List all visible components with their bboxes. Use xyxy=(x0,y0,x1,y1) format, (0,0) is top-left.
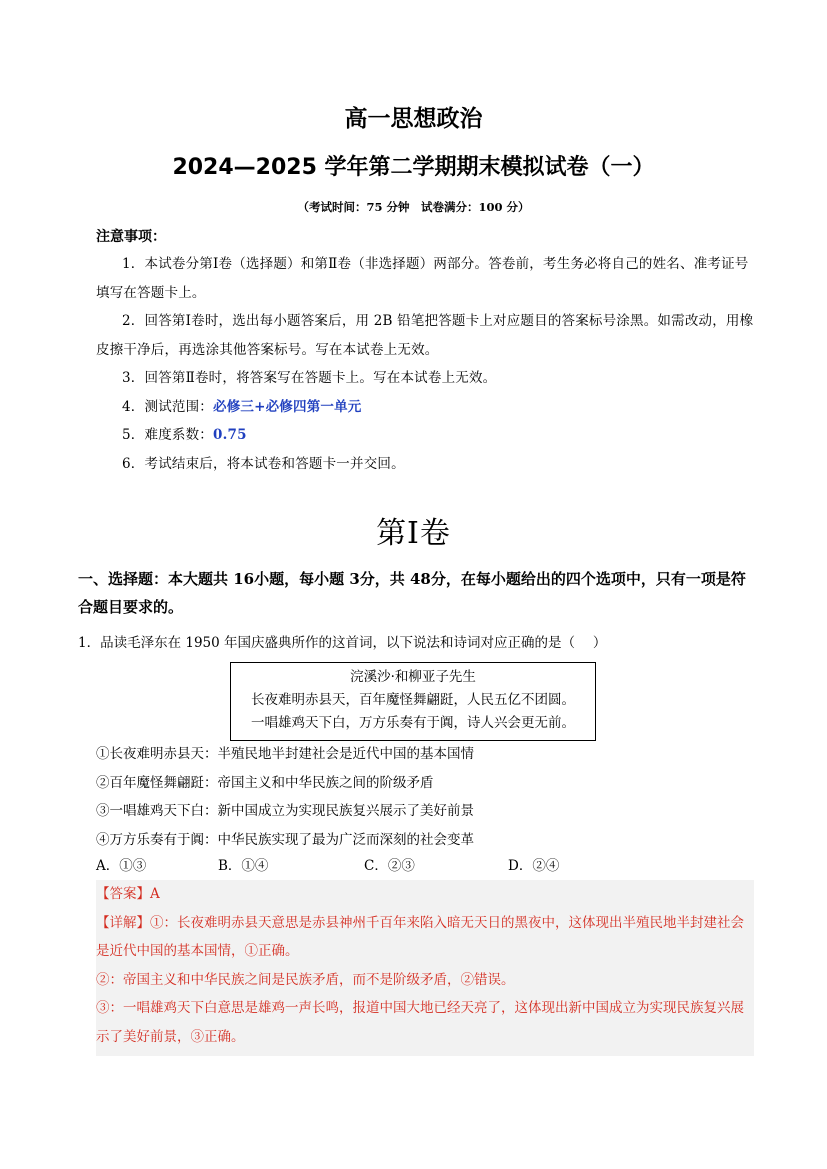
notice-heading: 注意事项： xyxy=(96,229,166,245)
poem-line-1: 长夜难明赤县天，百年魔怪舞翩跹，人民五亿不团圆。 xyxy=(251,692,575,708)
page-subtitle: 2024—2025 学年第二学期期末模拟试卷（一） xyxy=(172,155,655,180)
detail-1: 【详解】①：长夜难明赤县天意思是赤县神州千百年来陷入暗无天日的黑夜中，这体现出半殖民地半封建社会是近代中国的基本国情，①正确。 xyxy=(96,914,744,959)
notice-item-6: 6．考试结束后，将本试卷和答题卡一并交回。 xyxy=(122,455,405,472)
notice-item-4 xyxy=(96,393,756,422)
section-heading: 一、选择题：本大题共 16小题，每小题 3分，共 48分，在每小题给出的四个选项中，只有一项是符合题目要求的。 xyxy=(78,570,746,616)
section-title: 第Ⅰ卷 xyxy=(376,516,451,551)
detail-2: ②：帝国主义和中华民族之间是民族矛盾，而不是阶级矛盾，②错误。 xyxy=(96,971,515,988)
page-title: 高一思想政治 xyxy=(344,106,483,132)
option-c: C．②③ xyxy=(364,858,415,874)
poem-title: 浣溪沙·和柳亚子先生 xyxy=(350,669,476,685)
notice-item-5 xyxy=(96,421,756,450)
option-row xyxy=(96,854,756,880)
question-stem: 1．品读毛泽东在 1950 年国庆盛典所作的这首词，以下说法和诗词对应正确的是（ ） xyxy=(78,635,607,651)
statement-1: ①长夜难明赤县天：半殖民地半封建社会是近代中国的基本国情 xyxy=(96,746,474,762)
poem-box xyxy=(230,662,596,741)
notice-item-1: 1．本试卷分第Ⅰ卷（选择题）和第Ⅱ卷（非选择题）两部分。答卷前，考生务必将自己的姓名、准考证号填写在答题卡上。 xyxy=(96,256,749,301)
statement-4: ④万方乐奏有于阗：中华民族实现了最为广泛而深刻的社会变革 xyxy=(96,831,474,848)
statement-3: ③一唱雄鸡天下白：新中国成立为实现民族复兴展示了美好前景 xyxy=(96,803,474,819)
scope-value: 必修三+必修四第一单元 xyxy=(213,398,362,415)
scope-label: 4．测试范围： xyxy=(122,398,213,415)
answer-explanation xyxy=(96,880,754,1056)
difficulty-value: 0.75 xyxy=(213,427,247,443)
statement-list xyxy=(96,740,756,854)
detail-3: ③：一唱雄鸡天下白意思是雄鸡一声长鸣，报道中国大地已经天亮了，这体现出新中国成立为实现民族复兴展示了美好前景，③正确。 xyxy=(96,1000,744,1045)
option-d: D．②④ xyxy=(508,858,560,874)
poem-line-2: 一唱雄鸡天下白，万方乐奏有于阗，诗人兴会更无前。 xyxy=(251,715,575,731)
exam-info: （考试时间：75 分钟 试卷满分：100 分） xyxy=(297,200,530,214)
notice-item-2: 2．回答第Ⅰ卷时，选出每小题答案后，用 2B 铅笔把答题卡上对应题目的答案标号涂黑。如需改动，用橡皮擦干净后，再选涂其他答案标号。写在本试卷上无效。 xyxy=(96,313,754,358)
difficulty-label: 5．难度系数： xyxy=(122,427,213,443)
notice-list xyxy=(96,250,756,478)
notice-item-3: 3．回答第Ⅱ卷时，将答案写在答题卡上。写在本试卷上无效。 xyxy=(122,370,497,386)
option-b: B．①④ xyxy=(218,858,269,874)
answer-line: 【答案】A xyxy=(96,886,160,902)
statement-2: ②百年魔怪舞翩跹：帝国主义和中华民族之间的阶级矛盾 xyxy=(96,774,434,791)
option-a: A．①③ xyxy=(96,858,147,874)
